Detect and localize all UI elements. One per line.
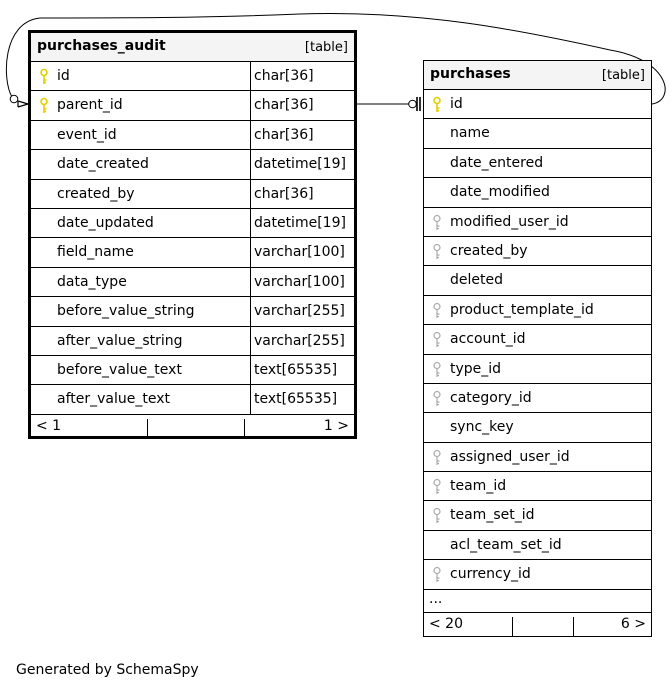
column-type: varchar[255] <box>254 332 345 349</box>
column-row[interactable] <box>424 413 651 442</box>
column-row[interactable] <box>424 355 651 384</box>
column-divider <box>250 209 251 237</box>
column-row[interactable] <box>424 384 651 413</box>
column-name: deleted <box>450 272 503 289</box>
column-type: varchar[255] <box>254 303 345 320</box>
column-row[interactable] <box>31 91 354 120</box>
pager-divider <box>147 419 148 439</box>
column-type: char[36] <box>254 126 314 143</box>
column-row[interactable] <box>31 238 354 267</box>
pager-left: < 20 <box>429 615 463 632</box>
foreign-key-icon <box>431 478 443 496</box>
foreign-key-icon <box>431 507 443 525</box>
column-row[interactable] <box>31 209 354 238</box>
column-divider <box>250 385 251 413</box>
column-row[interactable] <box>424 325 651 354</box>
column-row[interactable] <box>31 62 354 91</box>
column-name: data_type <box>57 273 127 290</box>
column-name: before_value_text <box>57 361 182 378</box>
foreign-key-icon <box>431 566 443 584</box>
column-name: modified_user_id <box>450 213 569 230</box>
pager-divider <box>244 419 245 439</box>
column-row[interactable] <box>424 531 651 560</box>
column-type: varchar[100] <box>254 244 345 261</box>
more-columns <box>424 590 651 613</box>
column-row[interactable] <box>424 208 651 237</box>
column-name: date_updated <box>57 214 154 231</box>
column-row[interactable] <box>424 237 651 266</box>
column-name: after_value_text <box>57 391 170 408</box>
column-row[interactable] <box>424 296 651 325</box>
column-divider <box>250 356 251 384</box>
pager-right: 6 > <box>620 615 646 632</box>
foreign-key-icon <box>431 243 443 261</box>
more-columns-text: ... <box>429 590 443 607</box>
column-row[interactable] <box>424 178 651 207</box>
column-divider <box>250 62 251 90</box>
column-name: before_value_string <box>57 303 195 320</box>
column-name: category_id <box>450 389 532 406</box>
column-row[interactable] <box>424 119 651 148</box>
table-name: purchases_audit <box>37 38 166 54</box>
foreign-key-icon <box>431 390 443 408</box>
column-row[interactable] <box>31 356 354 385</box>
purchases-audit-table[interactable] <box>28 30 357 439</box>
column-row[interactable] <box>424 560 651 589</box>
column-type: text[65535] <box>254 391 338 408</box>
column-name: acl_team_set_id <box>450 536 562 553</box>
column-row[interactable] <box>424 90 651 119</box>
table-name: purchases <box>430 66 511 82</box>
footer-caption: Generated by SchemaSpy <box>16 662 199 678</box>
column-row[interactable] <box>424 149 651 178</box>
column-name: product_template_id <box>450 301 594 318</box>
column-type: char[36] <box>254 185 314 202</box>
column-type: char[36] <box>254 97 314 114</box>
one-marker <box>417 97 420 111</box>
column-row[interactable] <box>31 121 354 150</box>
column-row[interactable] <box>31 297 354 326</box>
optional-marker <box>409 100 417 108</box>
column-row[interactable] <box>424 266 651 295</box>
column-type: text[65535] <box>254 361 338 378</box>
column-name: id <box>57 68 70 84</box>
column-divider <box>250 297 251 325</box>
column-name: type_id <box>450 360 502 377</box>
column-name: name <box>450 125 490 142</box>
foreign-key-icon <box>431 302 443 320</box>
column-row[interactable] <box>424 472 651 501</box>
column-row[interactable] <box>424 501 651 530</box>
column-name: assigned_user_id <box>450 448 570 465</box>
loop-crowfoot-marker <box>18 101 28 107</box>
purchases-table[interactable] <box>423 60 652 637</box>
column-divider <box>250 327 251 355</box>
column-type: datetime[19] <box>254 156 346 173</box>
column-name: field_name <box>57 244 134 261</box>
column-divider <box>250 91 251 119</box>
column-name: team_set_id <box>450 507 535 524</box>
column-name: date_modified <box>450 184 550 201</box>
table-kind: [table] <box>601 68 645 83</box>
pager-divider <box>512 617 513 637</box>
column-row[interactable] <box>31 150 354 179</box>
table-pager <box>31 415 354 439</box>
column-name: team_id <box>450 478 507 495</box>
foreign-key-icon <box>431 449 443 467</box>
table-header <box>424 61 651 90</box>
column-row[interactable] <box>424 443 651 472</box>
column-divider <box>250 150 251 178</box>
column-name: parent_id <box>57 97 123 114</box>
column-type: datetime[19] <box>254 214 346 231</box>
column-divider <box>250 180 251 208</box>
table-header <box>31 33 354 62</box>
pager-right: 1 > <box>323 417 349 434</box>
column-name: created_by <box>450 242 528 259</box>
foreign-key-icon <box>431 214 443 232</box>
column-name: created_by <box>57 185 135 202</box>
table-pager <box>424 613 651 637</box>
column-name: event_id <box>57 126 117 143</box>
column-divider <box>250 268 251 296</box>
column-name: id <box>450 96 463 112</box>
column-divider <box>250 238 251 266</box>
table-kind: [table] <box>304 40 348 55</box>
column-row[interactable] <box>31 385 354 414</box>
pager-divider <box>573 617 574 637</box>
primary-key-icon <box>38 97 50 115</box>
column-name: currency_id <box>450 566 531 583</box>
column-type: char[36] <box>254 68 314 84</box>
foreign-key-icon <box>431 361 443 379</box>
column-name: after_value_string <box>57 332 183 349</box>
primary-key-icon <box>431 96 443 114</box>
column-name: date_entered <box>450 154 544 171</box>
pager-left: < 1 <box>36 417 62 434</box>
foreign-key-icon <box>431 331 443 349</box>
column-name: sync_key <box>450 419 514 436</box>
loop-optional-marker <box>10 95 18 103</box>
column-name: account_id <box>450 331 526 348</box>
column-row[interactable] <box>31 327 354 356</box>
column-type: varchar[100] <box>254 273 345 290</box>
column-name: date_created <box>57 156 149 173</box>
column-row[interactable] <box>31 268 354 297</box>
column-divider <box>250 121 251 149</box>
primary-key-icon <box>38 68 50 86</box>
column-row[interactable] <box>31 180 354 209</box>
